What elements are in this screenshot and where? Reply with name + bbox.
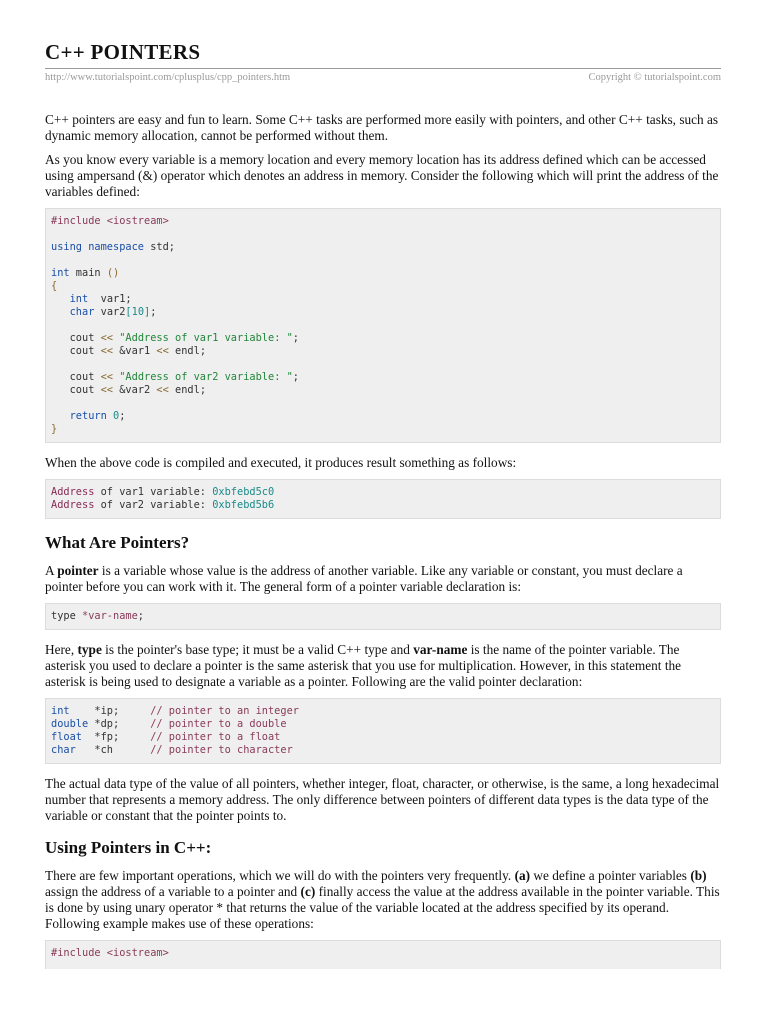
code-semicolon-4: ; xyxy=(119,410,126,422)
code-var2-size: [10] xyxy=(125,306,151,318)
code-stream-op-3: << xyxy=(156,345,169,357)
code-block-declaration-form xyxy=(45,603,721,630)
decl-comment: // pointer to a double xyxy=(144,718,287,730)
code-zero: 0 xyxy=(106,410,120,422)
code-var-name: *var-name xyxy=(82,610,138,622)
source-url[interactable]: http://www.tutorialspoint.com/cplusplus/cpp_pointers.htm xyxy=(45,72,291,83)
output-value-2: 0xbfebd5b6 xyxy=(212,499,275,511)
code-addr-var1: &var1 xyxy=(113,345,157,357)
type-explanation-paragraph xyxy=(45,642,721,690)
page-title: C++ POINTERS xyxy=(45,40,201,64)
term-pointer: pointer xyxy=(57,563,99,578)
output-block xyxy=(45,479,721,519)
decl-comment: // pointer to a float xyxy=(144,731,281,743)
code-main: main xyxy=(69,267,107,279)
output-text-2: of var2 variable: xyxy=(94,499,213,511)
decl-name: *dp; xyxy=(88,718,144,730)
text-span: finally access the value at the address available in the pointer variable. This is done by using unary operator * that returns the value of the variable located at the address specified by its operand. Following example makes use of these operations: xyxy=(45,884,720,931)
code-return: return xyxy=(69,410,107,422)
code-stream-op-6: << xyxy=(156,384,169,396)
code-using: using namespace xyxy=(51,241,144,253)
decl-comment: // pointer to character xyxy=(144,744,293,756)
text-span: Here, xyxy=(45,642,78,657)
code-int-kw: int xyxy=(51,267,70,279)
decl-name: *ch xyxy=(88,744,144,756)
code-stream-op-5: << xyxy=(100,384,114,396)
intro-paragraph-1: C++ pointers are easy and fun to learn. Some C++ tasks are performed more easily with pointers, and other C++ tasks, such as dynamic memory allocation, cannot be performed without them. xyxy=(45,112,719,143)
copyright-notice: Copyright © tutorialspoint.com xyxy=(588,72,721,83)
code-cout-3: cout xyxy=(69,371,101,383)
code-endl-1: endl; xyxy=(168,345,207,357)
term-var-name: var-name xyxy=(413,642,468,657)
code-int-var1: int xyxy=(69,293,89,305)
code-endl-2: endl; xyxy=(168,384,207,396)
text-span: There are few important operations, which we will do with the pointers very frequently. xyxy=(45,868,515,883)
decl-name: *ip; xyxy=(88,705,144,717)
code-cout-2: cout xyxy=(69,345,101,357)
section-heading-what-are-pointers: What Are Pointers? xyxy=(45,533,190,552)
code-block-declarations xyxy=(45,698,721,764)
output-label-2: Address xyxy=(51,499,95,511)
decl-comment: // pointer to an integer xyxy=(144,705,299,717)
text-span: we define a pointer variables xyxy=(530,868,691,883)
intro-paragraph-2: As you know every variable is a memory location and every memory location has its address defined which can be accessed using ampersand (&) operator which denotes an address in memory. Consider the following which will print the address of the variables defined: xyxy=(45,152,719,199)
operations-paragraph xyxy=(45,868,721,932)
code-semicolon-2: ; xyxy=(292,332,299,344)
code-semicolon-5: ; xyxy=(137,610,144,622)
code-stream-op-1: << xyxy=(100,332,114,344)
step-a: (a) xyxy=(514,868,531,883)
code-semicolon-1: ; xyxy=(150,306,157,318)
step-c: (c) xyxy=(300,884,316,899)
section-heading-using-pointers: Using Pointers in C++: xyxy=(45,838,212,857)
header-divider xyxy=(45,68,721,69)
text-span: is a variable whose value is the address of another variable. Like any variable or constant, you must declare a pointer before you can work with it. The general form of a pointer variable declaration is: xyxy=(45,563,683,594)
output-intro-text: When the above code is compiled and executed, it produces result something as follows: xyxy=(45,455,517,470)
code-string-var1: "Address of var1 variable: " xyxy=(113,332,293,344)
code-block-example-start xyxy=(45,940,721,969)
code-var1-decl: var1; xyxy=(88,293,132,305)
code-stream-op-2: << xyxy=(100,345,114,357)
decl-type: int xyxy=(51,705,89,717)
code-type: type xyxy=(51,610,82,622)
code-open-brace: { xyxy=(51,280,58,292)
text-span: is the name of the pointer variable. The asterisk you used to declare a pointer is the same asterisk that you use for multiplication. However, in this statement the asterisk is being used to designate a variable as a pointer. Following are the valid pointer declaration: xyxy=(45,642,682,689)
code-block-address xyxy=(45,208,721,443)
code-semicolon-3: ; xyxy=(292,371,299,383)
decl-type: double xyxy=(51,718,89,730)
code-cout-4: cout xyxy=(69,384,101,396)
code-parens: () xyxy=(106,267,120,279)
code-std: std; xyxy=(144,241,175,253)
code-var2-name: var2 xyxy=(94,306,126,318)
output-value-1: 0xbfebd5c0 xyxy=(212,486,275,498)
code-cout-1: cout xyxy=(69,332,101,344)
output-text-1: of var1 variable: xyxy=(94,486,213,498)
code-addr-var2: &var2 xyxy=(113,384,157,396)
data-type-paragraph: The actual data type of the value of all pointers, whether integer, float, character, or otherwise, is the same, a long hexadecimal number that represents a memory address. The only difference between pointers of different data types is the data type of the variable or constant that the pointer points to. xyxy=(45,776,720,823)
output-label-1: Address xyxy=(51,486,95,498)
text-span: A xyxy=(45,563,58,578)
term-type: type xyxy=(77,642,102,657)
code-include-2: #include <iostream> xyxy=(51,947,169,959)
content-flow xyxy=(45,112,721,969)
text-span: assign the address of a variable to a pointer and xyxy=(45,884,301,899)
decl-type: float xyxy=(51,731,89,743)
pointer-definition-paragraph xyxy=(45,563,721,595)
code-close-brace: } xyxy=(51,423,58,435)
text-span: is the pointer's base type; it must be a valid C++ type and xyxy=(101,642,414,657)
code-include: #include <iostream> xyxy=(51,215,169,227)
code-stream-op-4: << xyxy=(100,371,114,383)
decl-name: *fp; xyxy=(88,731,144,743)
code-char-kw: char xyxy=(69,306,95,318)
code-string-var2: "Address of var2 variable: " xyxy=(113,371,293,383)
decl-type: char xyxy=(51,744,89,756)
step-b: (b) xyxy=(690,868,707,883)
